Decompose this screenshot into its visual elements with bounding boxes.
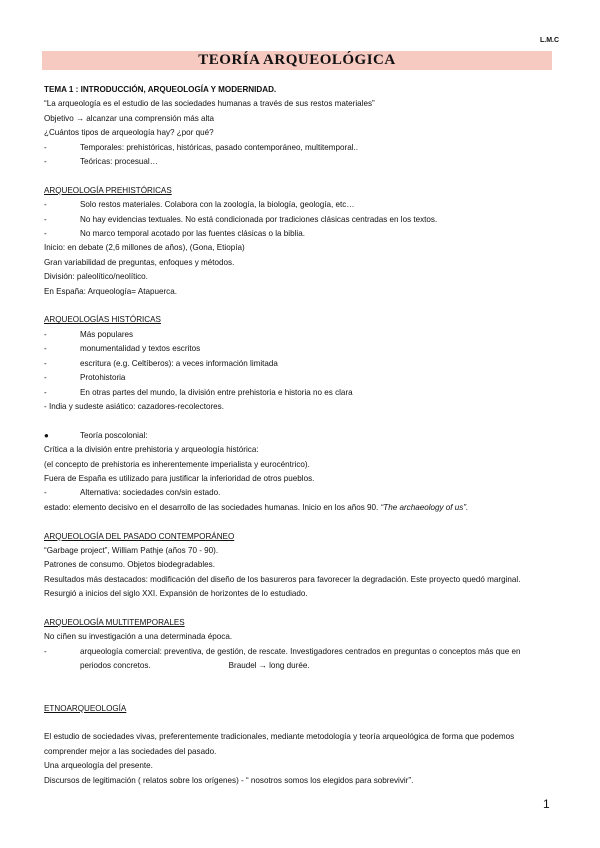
text-line: No ciñen su investigación a una determinada época.: [44, 632, 233, 642]
text-line: El estudio de sociedades vivas, preferentemente tradicionales, mediante metodología y teoría arqueológica de forma que podemos: [44, 732, 515, 742]
bullet-marker: -: [44, 358, 47, 368]
list-item: - monumentalidad y textos escritos: [44, 342, 559, 356]
bullet-marker: -: [44, 373, 47, 383]
page-title: TEORÍA ARQUEOLÓGICA: [198, 52, 396, 68]
text-line: Discursos de legitimación ( relatos sobre los orígenes) - “ nosotros somos los elegidos para sobrevivir”.: [44, 775, 414, 785]
text-line: Fuera de España es utilizado para justificar la inferioridad de otros pueblos.: [44, 473, 315, 483]
document-body: [44, 83, 559, 788]
text-line: (el concepto de prehistoria es inherentemente imperialista y eurocéntrico).: [44, 459, 310, 469]
title-band: [42, 51, 552, 70]
text-line: Inicio: en debate (2,6 millones de años), (Gona, Etiopía): [44, 243, 245, 253]
list-item: - Protohistoria: [44, 371, 559, 385]
section-heading-contemporaneo: ARQUEOLOGÍA DEL PASADO CONTEMPORÁNEO: [44, 531, 235, 541]
author-initials: L.M.C: [540, 37, 560, 44]
page-number: 1: [543, 797, 550, 811]
text-line: Patrones de consumo. Objetos biodegradables.: [44, 560, 215, 570]
bullet-marker: -: [44, 214, 47, 224]
list-item: - Teóricas: procesual…: [44, 155, 559, 169]
definition-quote: “La arqueología es el estudio de las sociedades humanas a través de sus restos materiales”: [44, 99, 375, 109]
italic-citation: “The archaeology of us”.: [380, 502, 469, 512]
section-heading-prehistoricas: ARQUEOLOGÍA PREHISTÓRICAS: [44, 185, 172, 195]
text-line: Crítica a la división entre prehistoria y arqueología histórica:: [44, 445, 259, 455]
bullet-marker: -: [44, 200, 47, 210]
text-line: Resurgió a inicios del siglo XXI. Expansión de horizontes de lo estudiado.: [44, 589, 308, 599]
text-line: - India y sudeste asiático: cazadores-recolectores.: [44, 401, 224, 411]
bullet-marker: -: [44, 344, 47, 354]
topic-heading: TEMA 1 : INTRODUCCIÓN, ARQUEOLOGÍA Y MODERNIDAD.: [44, 85, 277, 94]
section-heading-historicas: ARQUEOLOGÍAS HISTÓRICAS: [44, 315, 161, 325]
section-heading-multitemporales: ARQUEOLOGÍA MULTITEMPORALES: [44, 617, 185, 627]
list-item: - arqueología comercial: preventiva, de gestión, de rescate. Investigadores centrados en preguntas o conceptos más que en: [44, 645, 559, 659]
text-line: Resultados más destacados: modificación del diseño de los basureros para favorecer la degradación. Este proyecto quedó marginal.: [44, 574, 521, 584]
list-item: - No marco temporal acotado por las fuentes clásicas o la biblia.: [44, 227, 559, 241]
list-item: - Solo restos materiales. Colabora con la zoología, la biología, geología, etc…: [44, 198, 559, 212]
text-line: estado: elemento decisivo en el desarrollo de las sociedades humanas. Inicio en los años 90. “The archaeology of us”.: [44, 502, 469, 512]
list-item-continuation: periodos concretos. Braudel → long durée.: [80, 661, 310, 671]
list-item: - escritura (e.g. Celtíberos): a veces información limitada: [44, 357, 559, 371]
section-heading-etnoarqueologia: ETNOARQUEOLOGÍA: [44, 703, 127, 713]
text-line: Gran variabilidad de preguntas, enfoques y métodos.: [44, 257, 235, 267]
objective-line: Objetivo → alcanzar una comprensión más alta: [44, 113, 215, 123]
postcolonial-item: ● Teoría poscolonial:: [44, 429, 559, 443]
text-line: comprender mejor a las sociedades del pasado.: [44, 746, 217, 756]
text-line: “Garbage project”, William Pathje (años 70 - 90).: [44, 545, 219, 555]
braudel-note: Braudel → long durée.: [228, 661, 310, 671]
bullet-marker: -: [44, 157, 47, 167]
bullet-dot-icon: ●: [44, 430, 49, 440]
bullet-marker: -: [44, 329, 47, 339]
list-item: - Más populares: [44, 328, 559, 342]
text-line: Una arqueología del presente.: [44, 761, 153, 771]
bullet-marker: -: [44, 488, 47, 498]
text-line: En España: Arqueología= Atapuerca.: [44, 286, 177, 296]
list-item: - En otras partes del mundo, la división entre prehistoria e historia no es clara: [44, 386, 559, 400]
bullet-marker: -: [44, 387, 47, 397]
bullet-marker: -: [44, 229, 47, 239]
question-line: ¿Cuántos tipos de arqueología hay? ¿por qué?: [44, 128, 214, 138]
bullet-marker: -: [44, 142, 47, 152]
list-item: - Alternativa: sociedades con/sin estado.: [44, 486, 559, 500]
list-item: - No hay evidencias textuales. No está condicionada por tradiciones clásicas centradas en los textos.: [44, 213, 559, 227]
list-item: - Temporales: prehistóricas, históricas, pasado contemporáneo, multitemporal..: [44, 141, 559, 155]
text-line: División: paleolítico/neolítico.: [44, 272, 148, 282]
bullet-marker: -: [44, 646, 47, 656]
